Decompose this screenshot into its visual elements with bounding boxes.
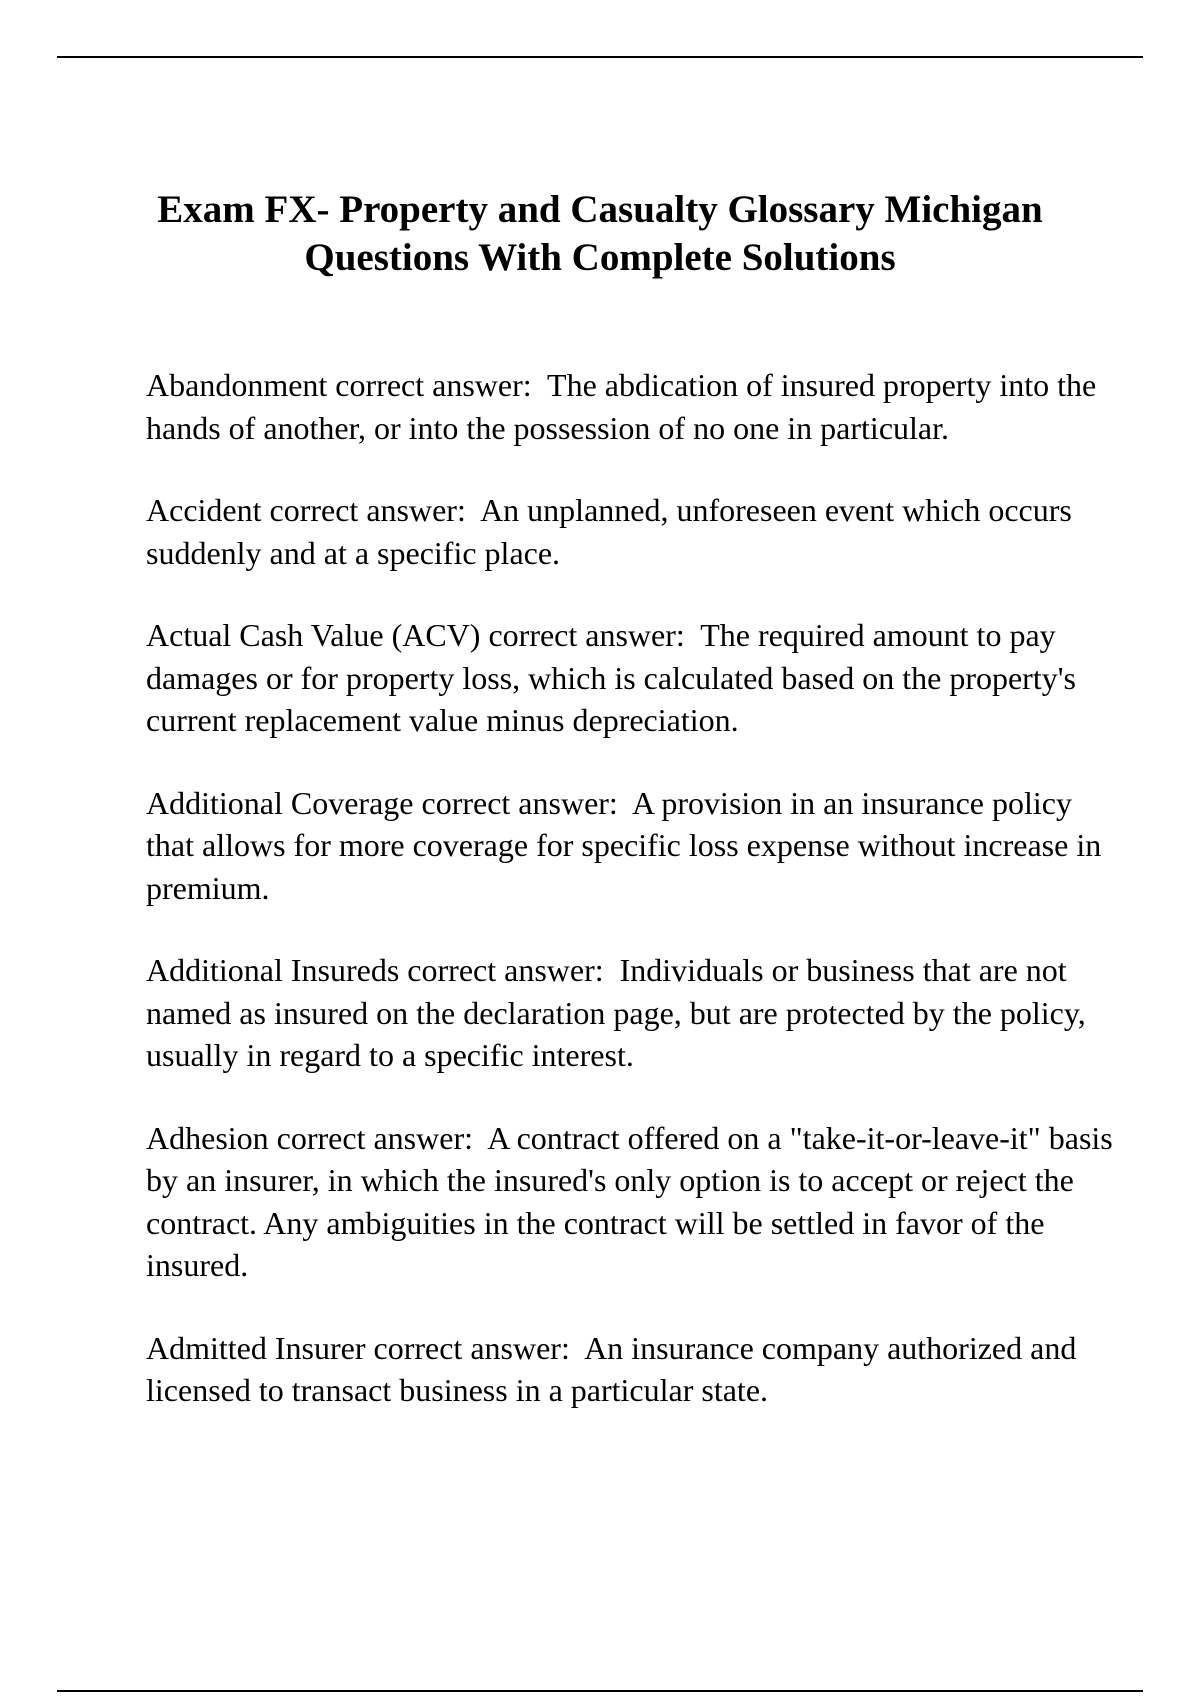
glossary-definition: An insurance company authorized and licensed to transact business in a particular state. [146,1329,1077,1408]
glossary-entry [146,949,1126,1077]
glossary-definition: Individuals or business that are not named as insured on the declaration page, but are protected by the policy, usually in regard to a specific interest. [146,952,1086,1073]
glossary-term: Additional Insureds [146,952,400,988]
glossary-term: Actual Cash Value (ACV) [146,617,481,653]
bottom-divider [57,1690,1143,1692]
answer-separator: correct answer: [399,952,620,988]
title-line-2: Questions With Complete Solutions [304,236,896,279]
glossary-definition: A contract offered on a "take-it-or-leave-it" basis by an insurer, in which the insured's only option is to accept or reject the contract. Any ambiguities in the contract will be settled in favor of the insured. [146,1119,1113,1283]
top-divider [57,56,1143,58]
glossary-entry [146,614,1126,742]
answer-separator: correct answer: [480,617,701,653]
answer-separator: correct answer: [365,1329,585,1366]
answer-separator: correct answer: [268,1119,488,1156]
glossary-entry [146,1327,1126,1412]
glossary-term: Admitted Insurer [146,1329,366,1366]
glossary-entry [146,489,1126,574]
glossary-definition: A provision in an insurance policy that allows for more coverage for specific loss expense without increase in premium. [146,784,1102,906]
glossary-term: Adhesion [146,1119,269,1156]
glossary-definition: The abdication of insured property into the hands of another, or into the possession of no one in particular. [146,367,1097,446]
answer-separator: correct answer: [261,492,481,528]
glossary-term: Abandonment [146,367,328,403]
glossary-list [146,364,1126,1452]
glossary-entry [146,364,1126,449]
glossary-definition: The required amount to pay damages or for property loss, which is calculated based on the property's current replacement value minus depreciation. [146,617,1076,738]
glossary-entry [146,782,1126,910]
glossary-term: Accident [146,492,262,528]
answer-separator: correct answer: [327,367,548,403]
document-title [100,186,1100,282]
answer-separator: correct answer: [413,784,633,821]
glossary-term: Additional Coverage [146,784,414,821]
glossary-entry [146,1117,1126,1287]
title-line-1: Exam FX- Property and Casualty Glossary Michigan [157,188,1043,231]
glossary-definition: An unplanned, unforeseen event which occurs suddenly and at a specific place. [146,492,1072,571]
